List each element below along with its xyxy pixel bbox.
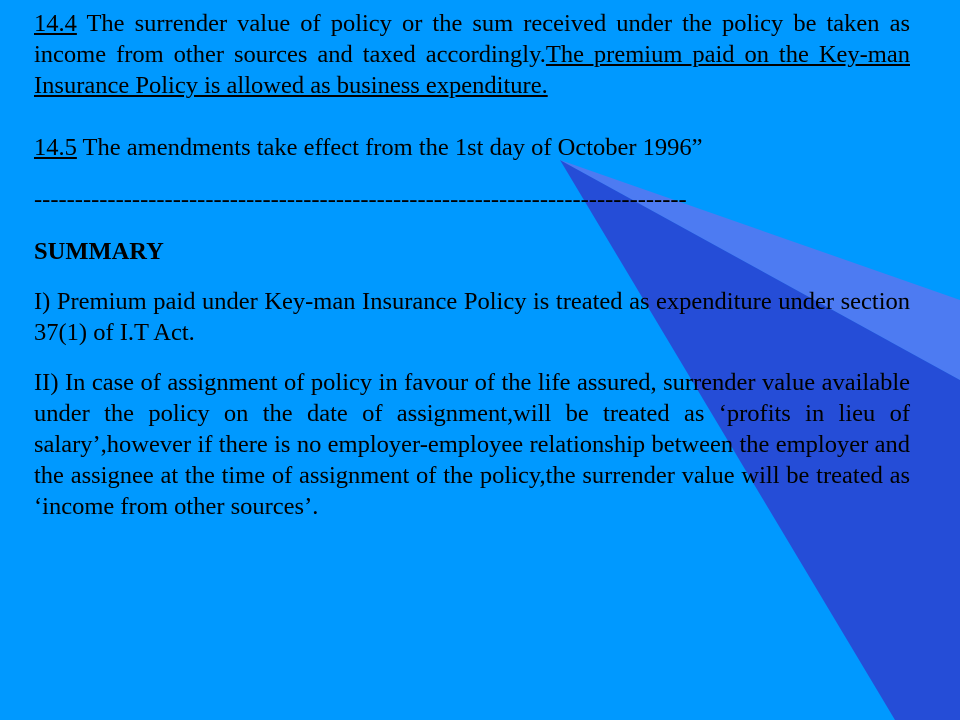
summary-item-1: I) Premium paid under Key-man Insurance Policy is treated as expenditure under section 37(1) of I.T Act. <box>34 288 910 346</box>
paragraph-14-4-underlined-text: The premium paid on the Key-man Insurance Policy is allowed as business expenditure. <box>34 41 910 99</box>
dashed-divider: -------------------------------------------------------------------------------- <box>34 186 687 213</box>
paragraph-14-5-text: The amendments take effect from the 1st day of October 1996” <box>76 134 703 161</box>
summary-heading: SUMMARY <box>34 238 164 265</box>
paragraph-14-4 <box>34 8 910 101</box>
slide-content <box>34 8 910 522</box>
paragraph-14-4-text: The surrender value of policy or the sum received under the policy be taken as income from other sources and taxed accordingly. <box>34 10 910 68</box>
summary-item-2: II) In case of assignment of policy in favour of the life assured, surrender value available under the policy on the date of assignment,will be treated as ‘profits in lieu of salary’,however if there is no employer-employee relationship between the employer and the assignee at the time of assignment of the policy,the surrender value will be treated as ‘income from other sources’. <box>34 369 910 520</box>
section-number-14-4: 14.4 <box>34 10 77 37</box>
paragraph-14-5 <box>34 132 910 163</box>
section-number-14-5: 14.5 <box>34 134 77 161</box>
